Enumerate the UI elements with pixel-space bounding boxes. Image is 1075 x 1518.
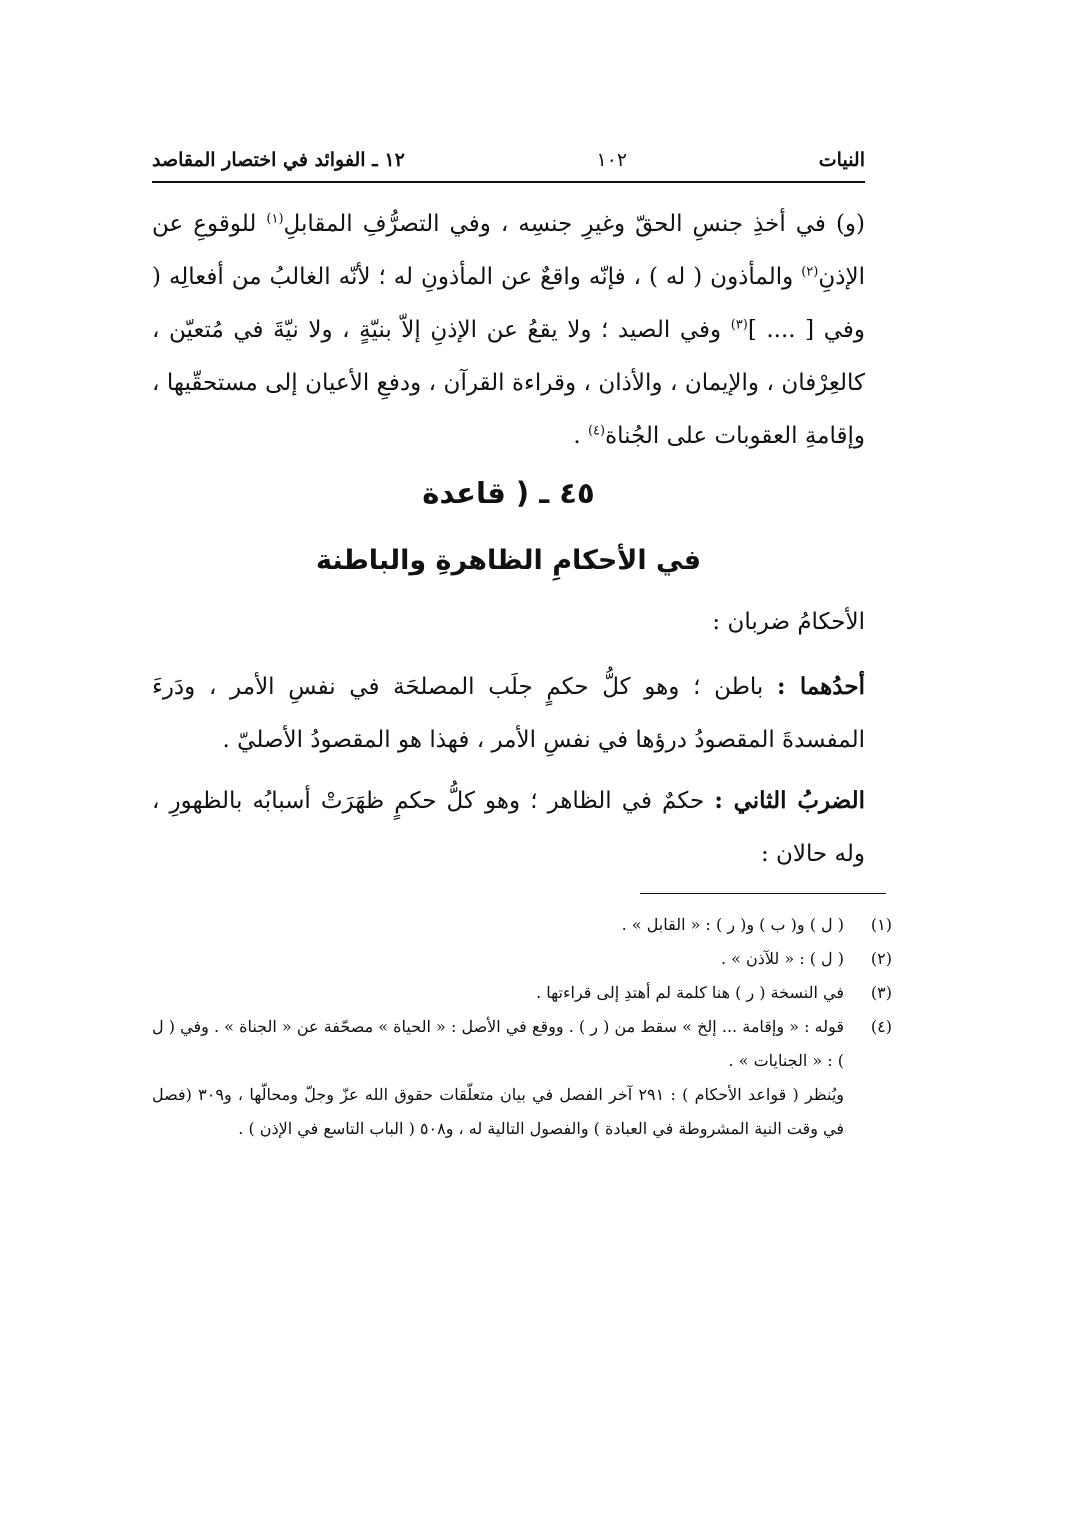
- footnote-text: في النسخة ( ر ) هنا كلمة لم أهتدِ إلى قراءتها .: [536, 983, 844, 1002]
- paragraph-text: للوقوعِ عن الإذنِ: [152, 211, 865, 290]
- header-divider: [152, 181, 865, 183]
- first-type-lead: أحدُهما :: [777, 673, 865, 700]
- header-book-title: ١٢ ـ الفوائد في اختصار المقاصد: [152, 149, 405, 171]
- continuation-paragraph: [152, 198, 865, 463]
- paragraph-text: والمأذون ( له ) ، فإنّه واقعٌ عن المأذونِ له ؛ لأنّه الغالبُ من أفعالِه ( وفي [ .... ]: [152, 264, 865, 343]
- second-type-lead: الضربُ الثاني :: [714, 787, 866, 814]
- footnote-item: [152, 1010, 892, 1078]
- footnote-number: (١): [870, 915, 892, 934]
- page-number: ١٠٢: [596, 149, 628, 171]
- footnote-ref[interactable]: (٤): [587, 423, 606, 439]
- footnote-text: ( ل ) و( ب ) و( ر ) : « القابل » .: [621, 915, 844, 934]
- intro-line: الأحكامُ ضربان :: [712, 609, 865, 635]
- rule-subheading: في الأحكامِ الظاهرةِ والباطنة: [315, 545, 702, 576]
- paragraph-text: .: [573, 423, 588, 449]
- footnote-number: (٢): [870, 949, 892, 968]
- paragraph-text: وفي الصيد ؛ ولا يقعُ عن الإذنِ إلاّ بنيّةٍ ، ولا نيّةَ في مُتعيّن ، كالعِرْفان ، والإيمان ، والأذان ، وقراءة القرآن ، ودفعِ الأعيان إلى مستحقّيها ، وإقامةِ العقوبات على الجُناة: [152, 317, 865, 449]
- first-type-paragraph: [152, 660, 865, 767]
- first-type-text: باطن ؛ وهو كلُّ حكمٍ جلَب المصلحَة في نفسِ الأمر ، ودَرءَ المفسدةَ المقصودُ درؤها في نفسِ الأمر ، فهذا هو المقصودُ الأصليّ .: [152, 674, 865, 753]
- header-section-title: النيات: [818, 149, 865, 171]
- footnote-text: ( ل ) : « للآذن » .: [720, 949, 844, 968]
- rule-heading: ٤٥ ـ ( قاعدة: [422, 476, 595, 510]
- second-type-text: حكمٌ في الظاهر ؛ وهو كلُّ حكمٍ ظهَرَتْ أسبابُه بالظهورِ ، وله حالان :: [152, 788, 865, 867]
- footnote-number: (٤): [870, 1017, 892, 1036]
- footnote-divider: [640, 893, 886, 894]
- footnote-item: [152, 942, 892, 976]
- footnote-item: [152, 908, 892, 942]
- footnotes: [152, 908, 892, 1146]
- paragraph-text: (و) في أخذِ جنسِ الحقّ وغيرِ جنسِه ، وفي التصرُّفِ المقابلِ: [283, 211, 865, 237]
- footnote-text: قوله : « وإقامة ... إلخ » سقط من ( ر ) . ووقع في الأصل : « الحياة » مصحّفة عن « الجناة » . وفي ( ل ) : « الجنايات » .: [152, 1017, 844, 1070]
- footnote-item: [152, 976, 892, 1010]
- footnote-number: (٣): [870, 983, 892, 1002]
- footnote-ref[interactable]: (٣): [730, 317, 748, 333]
- second-type-paragraph: [152, 774, 865, 881]
- footnote-ref[interactable]: (٢): [801, 264, 819, 280]
- footnote-continuation: ويُنظر ( قواعد الأحكام ) : ٢٩١ آخر الفصل في بيان متعلّقات حقوق الله عزّ وجلّ ومحالّها ، و٣٠٩ (فصل في وقت النية المشروطة في العبادة ) والفصول التالية له ، و٥٠٨ ( الباب التاسع في الإذن ) .: [152, 1085, 845, 1138]
- footnote-ref[interactable]: (١): [266, 211, 284, 227]
- running-header: [152, 140, 865, 180]
